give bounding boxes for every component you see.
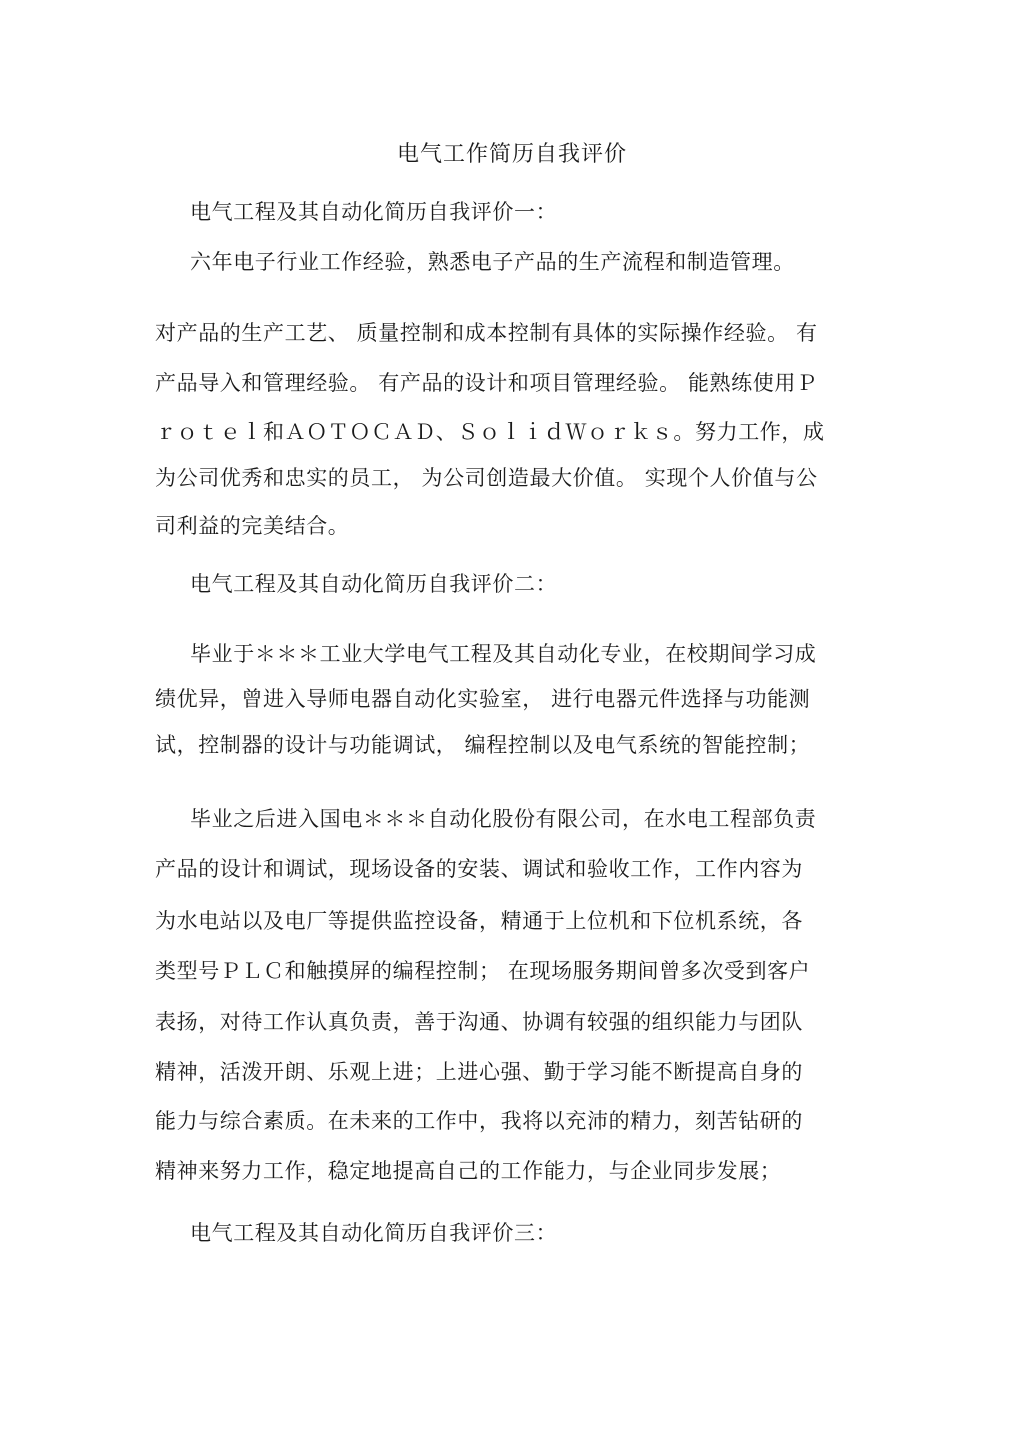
section-2-para-2-line-2: 产品的设计和调试，现场设备的安装、调试和验收工作，工作内容为: [155, 857, 803, 881]
section-3-heading: 电气工程及其自动化简历自我评价三：: [190, 1221, 558, 1245]
section-2-para-2-line-5: 表扬，对待工作认真负责，善于沟通、协调有较强的组织能力与团队: [155, 1010, 803, 1034]
section-1-line-3: 产品导入和管理经验。 有产品的设计和项目管理经验。 能熟练使用Ｐ: [155, 371, 818, 395]
section-2-para-2-line-8: 精神来努力工作，稳定地提高自己的工作能力，与企业同步发展；: [155, 1159, 782, 1183]
section-2-para-2-line-6: 精神，活泼开朗、乐观上进；上进心强、勤于学习能不断提高自身的: [155, 1060, 803, 1084]
section-1-line-2: 对产品的生产工艺、 质量控制和成本控制有具体的实际操作经验。 有: [155, 321, 818, 345]
section-2-para-2-line-3: 为水电站以及电厂等提供监控设备，精通于上位机和下位机系统，各: [155, 909, 803, 933]
section-1-line-5: 为公司优秀和忠实的员工， 为公司创造最大价值。 实现个人价值与公: [155, 466, 818, 490]
section-2-para-2-line-4: 类型号ＰＬＣ和触摸屏的编程控制； 在现场服务期间曾多次受到客户: [155, 959, 811, 983]
section-1-heading: 电气工程及其自动化简历自我评价一：: [190, 200, 558, 224]
section-2-para-1-line-1: 毕业于＊＊＊工业大学电气工程及其自动化专业，在校期间学习成: [190, 642, 817, 666]
section-2-para-1-line-2: 绩优异，曾进入导师电器自动化实验室， 进行电器元件选择与功能测: [155, 687, 811, 711]
section-2-para-1-line-3: 试，控制器的设计与功能调试， 编程控制以及电气系统的智能控制；: [155, 733, 811, 757]
section-2-para-2-line-7: 能力与综合素质。在未来的工作中，我将以充沛的精力，刻苦钻研的: [155, 1109, 803, 1133]
section-2-para-2-line-1: 毕业之后进入国电＊＊＊自动化股份有限公司，在水电工程部负责: [190, 807, 817, 831]
section-2-heading: 电气工程及其自动化简历自我评价二：: [190, 572, 558, 596]
document-title: 电气工作简历自我评价: [396, 142, 627, 167]
section-1-line-6: 司利益的完美结合。: [155, 514, 350, 538]
section-1-line-1: 六年电子行业工作经验，熟悉电子产品的生产流程和制造管理。: [190, 250, 795, 274]
section-1-line-4: ｒｏｔｅｌ和ＡＯＴＯＣＡＤ、ＳｏｌｉｄＷｏｒｋｓ。努力工作，成: [155, 420, 825, 444]
